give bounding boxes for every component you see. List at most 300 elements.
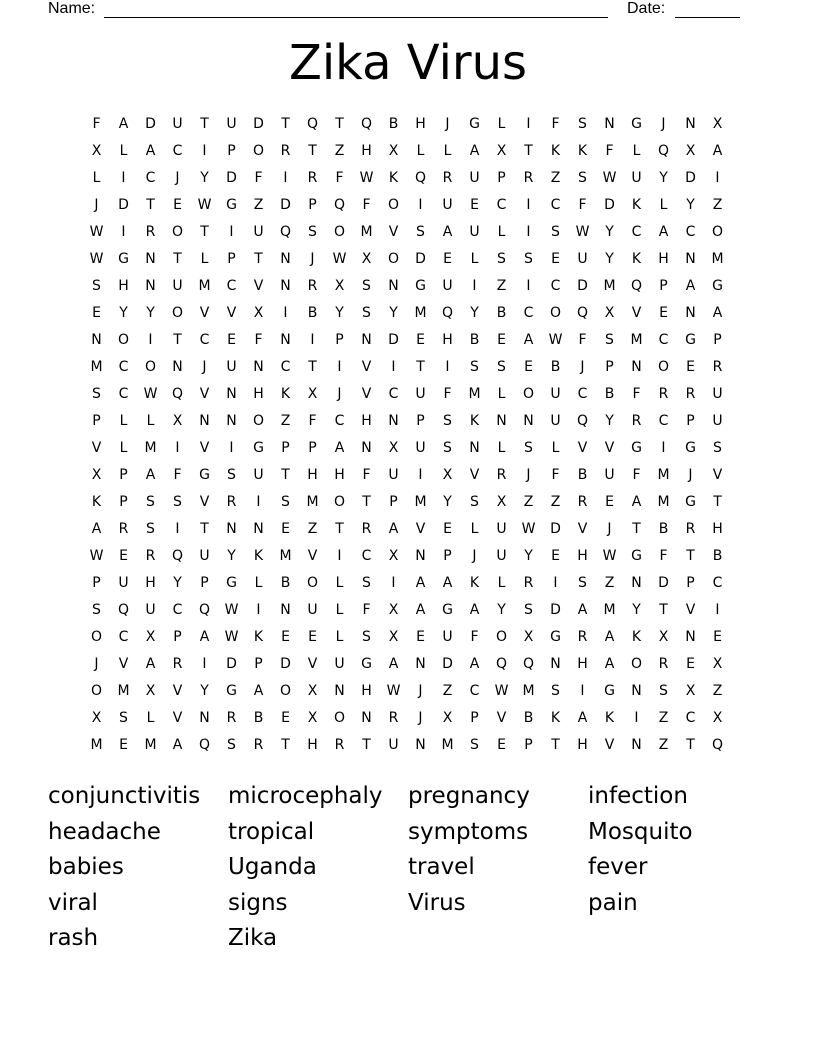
grid-letter[interactable]: G — [226, 683, 237, 699]
grid-letter[interactable]: N — [280, 278, 291, 294]
grid-letter[interactable]: P — [308, 440, 317, 456]
grid-letter[interactable]: V — [712, 467, 723, 483]
grid-letter[interactable]: B — [658, 521, 669, 537]
grid-letter[interactable]: E — [470, 197, 479, 213]
grid-letter[interactable]: N — [685, 629, 696, 645]
grid-letter[interactable]: A — [604, 629, 615, 645]
grid-letter[interactable]: L — [470, 251, 479, 267]
grid-letter[interactable]: P — [497, 170, 506, 186]
grid-letter[interactable]: X — [307, 386, 318, 402]
grid-letter[interactable]: M — [279, 548, 292, 564]
grid-letter[interactable]: C — [577, 386, 588, 402]
grid-letter[interactable]: U — [172, 116, 183, 132]
grid-letter[interactable]: X — [388, 629, 399, 645]
grid-letter[interactable]: R — [631, 413, 642, 429]
grid-letter[interactable]: H — [334, 467, 345, 483]
grid-letter[interactable]: R — [280, 143, 291, 159]
grid-letter[interactable]: U — [334, 656, 345, 672]
grid-letter[interactable]: N — [172, 359, 183, 375]
grid-letter[interactable]: X — [685, 143, 696, 159]
grid-letter[interactable]: H — [415, 116, 426, 132]
grid-letter[interactable]: I — [418, 467, 423, 483]
grid-letter[interactable]: X — [388, 602, 399, 618]
grid-letter[interactable]: F — [551, 116, 560, 132]
grid-letter[interactable]: N — [199, 710, 210, 726]
grid-letter[interactable]: G — [685, 440, 696, 456]
grid-letter[interactable]: Q — [279, 224, 292, 240]
grid-letter[interactable]: B — [307, 305, 318, 321]
grid-letter[interactable]: I — [256, 602, 261, 618]
grid-letter[interactable]: Y — [470, 305, 479, 321]
grid-letter[interactable]: R — [442, 170, 453, 186]
grid-letter[interactable]: N — [415, 656, 426, 672]
grid-letter[interactable]: R — [118, 521, 129, 537]
grid-letter[interactable]: H — [118, 278, 129, 294]
grid-letter[interactable]: S — [524, 251, 533, 267]
grid-letter[interactable]: C — [685, 710, 696, 726]
grid-letter[interactable]: N — [145, 251, 156, 267]
grid-letter[interactable]: E — [686, 359, 695, 375]
grid-letter[interactable]: U — [631, 170, 642, 186]
grid-letter[interactable]: F — [551, 467, 560, 483]
grid-letter[interactable]: T — [362, 494, 371, 510]
grid-letter[interactable]: L — [659, 197, 668, 213]
grid-letter[interactable]: K — [280, 386, 291, 402]
grid-letter[interactable]: P — [605, 359, 614, 375]
grid-letter[interactable]: U — [118, 575, 129, 591]
grid-letter[interactable]: Q — [171, 548, 184, 564]
grid-letter[interactable]: J — [580, 359, 585, 375]
grid-letter[interactable]: V — [91, 440, 102, 456]
grid-letter[interactable]: R — [577, 629, 588, 645]
grid-letter[interactable]: D — [415, 251, 426, 267]
grid-letter[interactable]: D — [145, 116, 156, 132]
grid-letter[interactable]: S — [146, 521, 155, 537]
grid-letter[interactable]: U — [712, 413, 723, 429]
grid-letter[interactable]: N — [415, 548, 426, 564]
grid-letter[interactable]: X — [712, 116, 723, 132]
grid-letter[interactable]: A — [145, 143, 156, 159]
grid-letter[interactable]: G — [226, 575, 237, 591]
grid-letter[interactable]: O — [387, 197, 400, 213]
grid-letter[interactable]: R — [658, 656, 669, 672]
grid-letter[interactable]: Q — [306, 116, 319, 132]
grid-letter[interactable]: Q — [522, 656, 535, 672]
grid-letter[interactable]: M — [144, 440, 157, 456]
grid-letter[interactable]: G — [604, 683, 615, 699]
grid-letter[interactable]: W — [197, 197, 212, 213]
grid-letter[interactable]: Q — [576, 413, 589, 429]
grid-letter[interactable]: U — [469, 224, 480, 240]
grid-letter[interactable]: D — [685, 170, 696, 186]
grid-letter[interactable]: H — [307, 737, 318, 753]
grid-letter[interactable]: I — [148, 332, 153, 348]
grid-letter[interactable]: T — [173, 251, 182, 267]
grid-letter[interactable]: B — [577, 467, 588, 483]
grid-letter[interactable]: J — [607, 521, 612, 537]
grid-letter[interactable]: N — [496, 413, 507, 429]
grid-letter[interactable]: U — [307, 602, 318, 618]
grid-letter[interactable]: F — [470, 629, 479, 645]
grid-letter[interactable]: G — [469, 116, 480, 132]
grid-letter[interactable]: V — [199, 386, 210, 402]
grid-letter[interactable]: O — [252, 143, 265, 159]
grid-letter[interactable]: C — [685, 224, 696, 240]
grid-letter[interactable]: F — [335, 170, 344, 186]
grid-letter[interactable]: K — [631, 629, 642, 645]
grid-letter[interactable]: U — [226, 116, 237, 132]
grid-letter[interactable]: P — [227, 251, 236, 267]
grid-letter[interactable]: E — [524, 359, 533, 375]
grid-letter[interactable]: V — [685, 602, 696, 618]
grid-letter[interactable]: Q — [117, 602, 130, 618]
grid-letter[interactable]: N — [685, 251, 696, 267]
grid-letter[interactable]: N — [361, 440, 372, 456]
grid-letter[interactable]: J — [688, 467, 693, 483]
grid-letter[interactable]: A — [577, 602, 588, 618]
grid-letter[interactable]: U — [496, 521, 507, 537]
grid-letter[interactable]: A — [118, 116, 129, 132]
grid-letter[interactable]: Q — [360, 116, 373, 132]
grid-letter[interactable]: O — [657, 359, 670, 375]
grid-letter[interactable]: W — [602, 170, 617, 186]
grid-letter[interactable]: Q — [630, 278, 643, 294]
grid-letter[interactable]: N — [226, 386, 237, 402]
grid-letter[interactable]: K — [469, 413, 480, 429]
grid-letter[interactable]: V — [118, 656, 129, 672]
grid-letter[interactable]: N — [253, 359, 264, 375]
grid-letter[interactable]: N — [361, 710, 372, 726]
grid-letter[interactable]: V — [199, 494, 210, 510]
grid-letter[interactable]: P — [389, 494, 398, 510]
grid-letter[interactable]: E — [443, 521, 452, 537]
grid-letter[interactable]: X — [712, 710, 723, 726]
grid-letter[interactable]: T — [362, 737, 371, 753]
grid-letter[interactable]: S — [578, 575, 587, 591]
grid-letter[interactable]: D — [280, 197, 291, 213]
grid-letter[interactable]: K — [550, 143, 561, 159]
grid-letter[interactable]: J — [337, 386, 342, 402]
grid-letter[interactable]: D — [280, 656, 291, 672]
grid-letter[interactable]: F — [362, 197, 371, 213]
grid-letter[interactable]: E — [281, 710, 290, 726]
grid-letter[interactable]: O — [522, 386, 535, 402]
grid-letter[interactable]: X — [523, 629, 534, 645]
grid-letter[interactable]: Y — [119, 305, 128, 321]
grid-letter[interactable]: Z — [712, 683, 723, 699]
grid-letter[interactable]: E — [119, 737, 128, 753]
grid-letter[interactable]: Y — [605, 251, 614, 267]
grid-letter[interactable]: O — [171, 224, 184, 240]
grid-letter[interactable]: V — [199, 440, 210, 456]
grid-letter[interactable]: L — [416, 143, 425, 159]
grid-letter[interactable]: F — [92, 116, 101, 132]
grid-letter[interactable]: M — [603, 602, 616, 618]
grid-letter[interactable]: O — [252, 413, 265, 429]
grid-letter[interactable]: U — [388, 737, 399, 753]
grid-letter[interactable]: Y — [200, 683, 209, 699]
grid-letter[interactable]: M — [657, 494, 670, 510]
grid-letter[interactable]: B — [523, 710, 534, 726]
grid-letter[interactable]: Q — [495, 656, 508, 672]
grid-letter[interactable]: O — [279, 683, 292, 699]
grid-letter[interactable]: S — [443, 440, 452, 456]
grid-letter[interactable]: C — [172, 143, 183, 159]
grid-letter[interactable]: M — [657, 467, 670, 483]
name-field[interactable] — [104, 17, 608, 18]
grid-letter[interactable]: O — [306, 575, 319, 591]
grid-letter[interactable]: S — [578, 116, 587, 132]
grid-letter[interactable]: Q — [711, 737, 724, 753]
grid-letter[interactable]: L — [335, 629, 344, 645]
grid-letter[interactable]: L — [119, 143, 128, 159]
grid-letter[interactable]: S — [470, 494, 479, 510]
grid-letter[interactable]: F — [632, 386, 641, 402]
grid-letter[interactable]: Q — [198, 737, 211, 753]
grid-letter[interactable]: S — [524, 440, 533, 456]
grid-letter[interactable]: N — [631, 575, 642, 591]
grid-letter[interactable]: V — [361, 386, 372, 402]
grid-letter[interactable]: K — [253, 629, 264, 645]
grid-letter[interactable]: L — [497, 386, 506, 402]
grid-letter[interactable]: X — [253, 305, 264, 321]
grid-letter[interactable]: A — [712, 143, 723, 159]
grid-letter[interactable]: R — [253, 737, 264, 753]
grid-letter[interactable]: I — [310, 332, 315, 348]
grid-letter[interactable]: Y — [443, 494, 452, 510]
grid-letter[interactable]: C — [361, 548, 372, 564]
grid-letter[interactable]: W — [143, 386, 158, 402]
grid-letter[interactable]: P — [470, 710, 479, 726]
grid-letter[interactable]: S — [578, 170, 587, 186]
grid-letter[interactable]: C — [145, 170, 156, 186]
grid-letter[interactable]: B — [496, 305, 507, 321]
grid-letter[interactable]: C — [118, 629, 129, 645]
grid-letter[interactable]: X — [712, 656, 723, 672]
grid-letter[interactable]: P — [119, 467, 128, 483]
grid-letter[interactable]: M — [603, 278, 616, 294]
grid-letter[interactable]: R — [307, 278, 318, 294]
grid-letter[interactable]: O — [144, 359, 157, 375]
grid-letter[interactable]: L — [119, 440, 128, 456]
grid-letter[interactable]: E — [173, 197, 182, 213]
grid-letter[interactable]: I — [445, 359, 450, 375]
grid-letter[interactable]: S — [551, 224, 560, 240]
grid-letter[interactable]: C — [469, 683, 480, 699]
grid-letter[interactable]: L — [497, 224, 506, 240]
grid-letter[interactable]: P — [686, 413, 695, 429]
grid-letter[interactable]: D — [577, 278, 588, 294]
grid-letter[interactable]: H — [307, 467, 318, 483]
grid-letter[interactable]: N — [388, 278, 399, 294]
grid-letter[interactable]: P — [308, 197, 317, 213]
grid-letter[interactable]: M — [711, 251, 724, 267]
grid-letter[interactable]: P — [92, 575, 101, 591]
grid-letter[interactable]: E — [119, 548, 128, 564]
grid-letter[interactable]: Y — [659, 170, 668, 186]
grid-letter[interactable]: Y — [686, 197, 695, 213]
grid-letter[interactable]: X — [334, 278, 345, 294]
grid-letter[interactable]: Y — [632, 602, 641, 618]
grid-letter[interactable]: P — [659, 278, 668, 294]
grid-letter[interactable]: W — [521, 521, 536, 537]
grid-letter[interactable]: S — [146, 494, 155, 510]
grid-letter[interactable]: R — [334, 737, 345, 753]
grid-letter[interactable]: P — [281, 440, 290, 456]
grid-letter[interactable]: N — [631, 359, 642, 375]
grid-letter[interactable]: Y — [524, 548, 533, 564]
grid-letter[interactable]: S — [362, 629, 371, 645]
grid-letter[interactable]: T — [308, 359, 317, 375]
grid-letter[interactable]: I — [526, 278, 531, 294]
grid-letter[interactable]: A — [415, 602, 426, 618]
grid-letter[interactable]: Y — [173, 575, 182, 591]
grid-letter[interactable]: A — [658, 224, 669, 240]
grid-letter[interactable]: U — [550, 386, 561, 402]
grid-letter[interactable]: H — [361, 143, 372, 159]
grid-letter[interactable]: U — [172, 278, 183, 294]
grid-letter[interactable]: N — [253, 521, 264, 537]
grid-letter[interactable]: T — [146, 197, 155, 213]
grid-letter[interactable]: M — [90, 359, 103, 375]
grid-letter[interactable]: M — [90, 737, 103, 753]
grid-letter[interactable]: K — [91, 494, 102, 510]
grid-letter[interactable]: G — [118, 251, 129, 267]
grid-letter[interactable]: N — [388, 413, 399, 429]
grid-letter[interactable]: N — [280, 332, 291, 348]
grid-letter[interactable]: Q — [171, 386, 184, 402]
grid-letter[interactable]: H — [442, 332, 453, 348]
grid-letter[interactable]: S — [713, 440, 722, 456]
grid-letter[interactable]: R — [172, 656, 183, 672]
grid-letter[interactable]: W — [224, 602, 239, 618]
grid-letter[interactable]: J — [445, 116, 450, 132]
grid-letter[interactable]: N — [334, 683, 345, 699]
grid-letter[interactable]: W — [89, 224, 104, 240]
grid-letter[interactable]: O — [549, 305, 562, 321]
grid-letter[interactable]: J — [526, 467, 531, 483]
grid-letter[interactable]: X — [388, 143, 399, 159]
grid-letter[interactable]: M — [630, 332, 643, 348]
grid-letter[interactable]: S — [362, 305, 371, 321]
grid-letter[interactable]: T — [173, 332, 182, 348]
grid-letter[interactable]: R — [685, 521, 696, 537]
grid-letter[interactable]: T — [686, 737, 695, 753]
grid-letter[interactable]: X — [442, 710, 453, 726]
grid-letter[interactable]: I — [256, 494, 261, 510]
grid-letter[interactable]: N — [226, 521, 237, 537]
grid-letter[interactable]: H — [577, 548, 588, 564]
grid-letter[interactable]: I — [283, 305, 288, 321]
grid-letter[interactable]: I — [391, 575, 396, 591]
grid-letter[interactable]: N — [145, 278, 156, 294]
grid-letter[interactable]: N — [631, 737, 642, 753]
grid-letter[interactable]: L — [92, 170, 101, 186]
grid-letter[interactable]: R — [145, 224, 156, 240]
grid-letter[interactable]: L — [497, 575, 506, 591]
grid-letter[interactable]: C — [550, 278, 561, 294]
grid-letter[interactable]: Y — [497, 602, 506, 618]
grid-letter[interactable]: Z — [604, 575, 615, 591]
grid-letter[interactable]: X — [172, 413, 183, 429]
grid-letter[interactable]: F — [362, 467, 371, 483]
grid-letter[interactable]: Z — [523, 494, 534, 510]
grid-letter[interactable]: X — [145, 683, 156, 699]
grid-letter[interactable]: S — [470, 359, 479, 375]
grid-letter[interactable]: X — [388, 440, 399, 456]
grid-letter[interactable]: C — [631, 224, 642, 240]
grid-letter[interactable]: I — [175, 440, 180, 456]
grid-letter[interactable]: R — [712, 359, 723, 375]
grid-letter[interactable]: R — [658, 386, 669, 402]
grid-letter[interactable]: C — [658, 332, 669, 348]
grid-letter[interactable]: X — [91, 467, 102, 483]
grid-letter[interactable]: K — [253, 548, 264, 564]
grid-letter[interactable]: Q — [333, 197, 346, 213]
grid-letter[interactable]: A — [604, 656, 615, 672]
grid-letter[interactable]: G — [631, 548, 642, 564]
grid-letter[interactable]: U — [415, 386, 426, 402]
grid-letter[interactable]: F — [443, 386, 452, 402]
grid-letter[interactable]: S — [497, 359, 506, 375]
grid-letter[interactable]: A — [469, 143, 480, 159]
grid-letter[interactable]: I — [715, 602, 720, 618]
grid-letter[interactable]: T — [713, 494, 722, 510]
grid-letter[interactable]: T — [524, 143, 533, 159]
grid-letter[interactable]: T — [632, 521, 641, 537]
grid-letter[interactable]: I — [661, 440, 666, 456]
grid-letter[interactable]: O — [90, 683, 103, 699]
grid-letter[interactable]: T — [686, 548, 695, 564]
grid-letter[interactable]: G — [712, 278, 723, 294]
grid-letter[interactable]: P — [443, 548, 452, 564]
grid-letter[interactable]: E — [416, 332, 425, 348]
grid-letter[interactable]: G — [226, 197, 237, 213]
grid-letter[interactable]: O — [117, 332, 130, 348]
grid-letter[interactable]: T — [281, 737, 290, 753]
grid-letter[interactable]: S — [524, 602, 533, 618]
grid-letter[interactable]: I — [175, 521, 180, 537]
grid-letter[interactable]: V — [604, 737, 615, 753]
grid-letter[interactable]: Y — [200, 170, 209, 186]
grid-letter[interactable]: F — [362, 602, 371, 618]
grid-letter[interactable]: S — [497, 251, 506, 267]
grid-letter[interactable]: F — [605, 143, 614, 159]
grid-letter[interactable]: B — [469, 332, 480, 348]
grid-letter[interactable]: J — [94, 656, 99, 672]
grid-letter[interactable]: X — [307, 710, 318, 726]
grid-letter[interactable]: N — [604, 116, 615, 132]
grid-letter[interactable]: F — [308, 413, 317, 429]
grid-letter[interactable]: J — [175, 170, 180, 186]
grid-letter[interactable]: Z — [334, 143, 345, 159]
grid-letter[interactable]: R — [523, 575, 534, 591]
grid-letter[interactable]: M — [144, 737, 157, 753]
grid-letter[interactable]: X — [307, 683, 318, 699]
grid-letter[interactable]: I — [202, 143, 207, 159]
grid-letter[interactable]: T — [335, 116, 344, 132]
grid-letter[interactable]: A — [469, 656, 480, 672]
grid-letter[interactable]: U — [145, 602, 156, 618]
grid-letter[interactable]: S — [659, 683, 668, 699]
grid-letter[interactable]: R — [226, 710, 237, 726]
grid-letter[interactable]: V — [631, 305, 642, 321]
grid-letter[interactable]: E — [659, 305, 668, 321]
grid-letter[interactable]: E — [92, 305, 101, 321]
grid-letter[interactable]: A — [577, 710, 588, 726]
grid-letter[interactable]: P — [173, 629, 182, 645]
grid-letter[interactable]: S — [362, 575, 371, 591]
